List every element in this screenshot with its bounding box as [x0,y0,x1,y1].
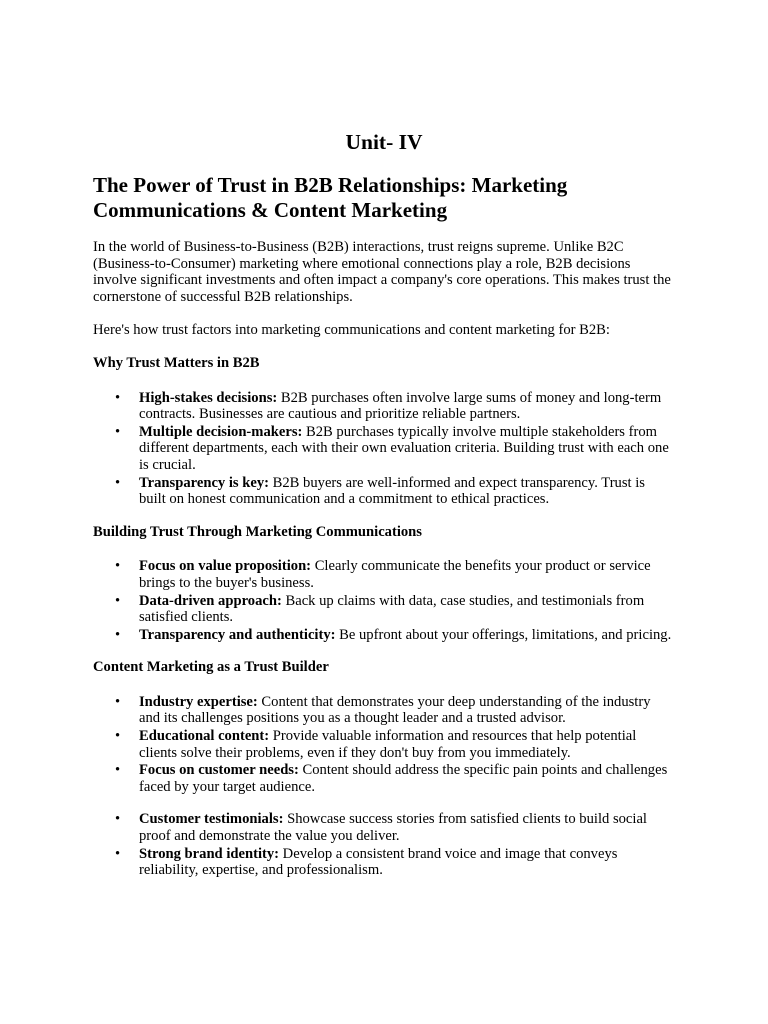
document-title: The Power of Trust in B2B Relationships: Marketing Communications & Content Marketing [93,173,568,222]
bullet-icon: • [115,423,121,440]
item-term: Focus on customer needs: [139,762,299,779]
section-heading-why-trust: Why Trust Matters in B2B [93,354,260,371]
list-item [115,592,675,626]
item-text: Develop a consistent brand voice and image that conveys reliability, expertise, and professionalism. [139,845,618,879]
section-heading-marketing-communications: Building Trust Through Marketing Communications [93,523,422,540]
item-text: Provide valuable information and resources that help potential clients solve their problems, even if they don't buy from you immediately. [139,728,637,761]
item-text: Back up claims with data, case studies, and testimonials from satisfied clients. [139,592,645,626]
item-term: High-stakes decisions: [139,389,278,406]
item-text: Content that demonstrates your deep understanding of the industry and its challenges positions you as a thought leader and a trusted advisor. [139,693,651,727]
intro-paragraph: In the world of Business-to-Business (B2B) interactions, trust reigns supreme. Unlike B2C (Business-to-Consumer) marketing where emotional connections play a role, B2B decisions involve significant investments and often impact a company's core operations. This makes trust the cornerstone of successful B2B relationships. [93,239,671,305]
bullet-icon: • [115,762,121,779]
item-term: Customer testimonials: [139,811,284,828]
item-text: Content should address the specific pain points and challenges faced by your target audience. [139,762,668,795]
list-item [115,474,675,508]
list-item [115,626,675,644]
item-term: Transparency is key: [139,474,269,491]
list-item [115,811,675,845]
item-term: Data-driven approach: [139,592,282,609]
bullet-icon: • [115,811,121,828]
item-term: Educational content: [139,728,270,745]
bullet-icon: • [115,592,121,609]
item-term: Strong brand identity: [139,845,280,862]
list-marketing-communications [93,558,675,643]
item-term: Multiple decision-makers: [139,423,303,440]
bullet-icon: • [115,693,121,710]
item-text: B2B purchases often involve large sums of money and long-term contracts. Businesses are cautious and prioritize reliable partners. [139,389,662,423]
howto-paragraph: Here's how trust factors into marketing communications and content marketing for B2B: [93,322,610,339]
item-term: Industry expertise: [139,693,258,710]
list-item [115,762,675,795]
item-text: Be upfront about your offerings, limitations, and pricing. [335,626,672,643]
bullet-icon: • [115,845,121,862]
list-why-trust [93,390,675,508]
item-text: Showcase success stories from satisfied clients to build social proof and demonstrate the value you deliver. [139,811,647,845]
item-term: Transparency and authenticity: [139,626,336,643]
item-text: B2B purchases typically involve multiple stakeholders from different departments, each with their own evaluation criteria. Building trust with each one is crucial. [139,423,669,473]
item-text: Clearly communicate the benefits your product or service brings to the buyer's business. [139,558,651,591]
list-item [115,728,675,761]
unit-heading: Unit- IV [345,130,423,154]
bullet-icon: • [115,558,121,575]
bullet-icon: • [115,474,121,491]
bullet-icon: • [115,728,121,745]
list-item [115,389,675,423]
document-page [93,128,675,880]
bullet-icon: • [115,626,121,643]
list-item [115,693,675,727]
section-heading-content-marketing: Content Marketing as a Trust Builder [93,659,329,676]
list-item [115,845,675,879]
list-item [115,558,675,591]
list-content-marketing [93,694,675,796]
item-term: Focus on value proposition: [139,558,312,575]
list-content-marketing-continued [93,811,675,878]
list-item [115,423,675,474]
item-text: B2B buyers are well-informed and expect transparency. Trust is built on honest communication and a commitment to ethical practices. [139,474,645,508]
bullet-icon: • [115,389,121,406]
